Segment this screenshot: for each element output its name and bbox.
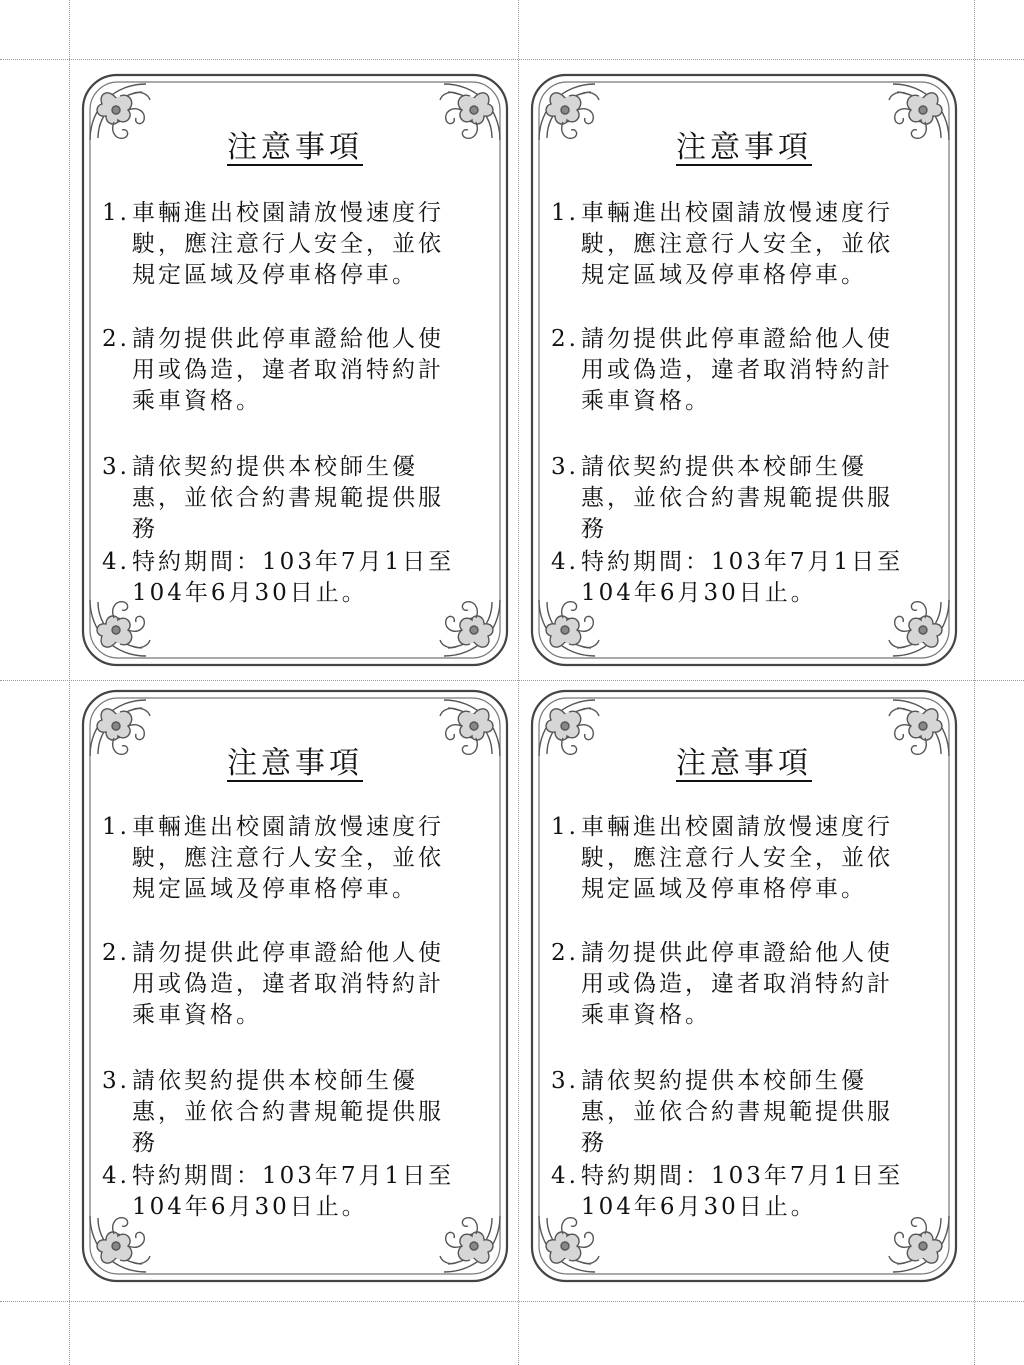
item-number: 4. bbox=[102, 1163, 130, 1189]
item-text: 特約期間：103年7月1日至104年6月30日止。 bbox=[132, 1163, 455, 1220]
notice-item bbox=[551, 324, 907, 417]
item-text: 請勿提供此停車證給他人使用或偽造，違者取消特約計乘車資格。 bbox=[581, 940, 893, 1028]
cut-guide-vertical bbox=[974, 0, 975, 1365]
item-text: 請依契約提供本校師生優惠，並依合約書規範提供服務 bbox=[581, 1068, 893, 1156]
notice-item bbox=[102, 324, 458, 417]
item-number: 2. bbox=[551, 940, 579, 966]
item-text: 車輛進出校園請放慢速度行駛，應注意行人安全，並依規定區域及停車格停車。 bbox=[132, 814, 444, 902]
item-number: 1. bbox=[102, 814, 130, 840]
item-number: 2. bbox=[551, 326, 579, 352]
item-number: 3. bbox=[551, 1068, 579, 1094]
notice-item bbox=[551, 812, 907, 905]
floral-ornament-icon bbox=[90, 1216, 150, 1272]
item-text: 車輛進出校園請放慢速度行駛，應注意行人安全，並依規定區域及停車格停車。 bbox=[581, 814, 893, 902]
card-title: 注意事項 bbox=[227, 746, 363, 781]
item-number: 3. bbox=[102, 454, 130, 480]
cut-guide-vertical bbox=[69, 0, 70, 1365]
cut-guide-horizontal bbox=[0, 59, 1024, 60]
floral-ornament-icon bbox=[889, 1216, 949, 1272]
floral-ornament-icon bbox=[440, 1216, 500, 1272]
notice-item bbox=[102, 547, 458, 609]
notice-item bbox=[102, 812, 458, 905]
item-number: 1. bbox=[551, 200, 579, 226]
notice-item bbox=[102, 452, 458, 545]
notice-item bbox=[551, 198, 907, 291]
item-text: 請勿提供此停車證給他人使用或偽造，違者取消特約計乘車資格。 bbox=[581, 326, 893, 414]
item-text: 特約期間：103年7月1日至104年6月30日止。 bbox=[581, 549, 904, 606]
item-number: 1. bbox=[551, 814, 579, 840]
item-text: 請依契約提供本校師生優惠，並依合約書規範提供服務 bbox=[132, 454, 444, 542]
notice-item bbox=[102, 1161, 458, 1223]
item-number: 4. bbox=[102, 549, 130, 575]
notice-item bbox=[102, 938, 458, 1031]
item-number: 4. bbox=[551, 549, 579, 575]
notice-item bbox=[102, 1066, 458, 1159]
item-number: 3. bbox=[551, 454, 579, 480]
notice-item bbox=[551, 452, 907, 545]
item-text: 特約期間：103年7月1日至104年6月30日止。 bbox=[132, 549, 455, 606]
item-number: 2. bbox=[102, 326, 130, 352]
item-text: 車輛進出校園請放慢速度行駛，應注意行人安全，並依規定區域及停車格停車。 bbox=[581, 200, 893, 288]
item-number: 4. bbox=[551, 1163, 579, 1189]
item-text: 車輛進出校園請放慢速度行駛，應注意行人安全，並依規定區域及停車格停車。 bbox=[132, 200, 444, 288]
item-text: 請依契約提供本校師生優惠，並依合約書規範提供服務 bbox=[132, 1068, 444, 1156]
notice-card bbox=[80, 72, 510, 668]
card-title: 注意事項 bbox=[227, 130, 363, 165]
item-text: 請勿提供此停車證給他人使用或偽造，違者取消特約計乘車資格。 bbox=[132, 326, 444, 414]
card-title: 注意事項 bbox=[676, 130, 812, 165]
notice-card bbox=[80, 688, 510, 1284]
notice-item bbox=[102, 198, 458, 291]
notice-card bbox=[529, 688, 959, 1284]
notice-card bbox=[529, 72, 959, 668]
notice-item bbox=[551, 938, 907, 1031]
item-number: 2. bbox=[102, 940, 130, 966]
item-number: 3. bbox=[102, 1068, 130, 1094]
cut-guide-horizontal bbox=[0, 680, 1024, 681]
cut-guide-vertical bbox=[518, 0, 519, 1365]
notice-item bbox=[551, 1161, 907, 1223]
floral-ornament-icon bbox=[539, 1216, 599, 1272]
notice-item bbox=[551, 547, 907, 609]
item-text: 請勿提供此停車證給他人使用或偽造，違者取消特約計乘車資格。 bbox=[132, 940, 444, 1028]
cut-guide-horizontal bbox=[0, 1301, 1024, 1302]
item-text: 特約期間：103年7月1日至104年6月30日止。 bbox=[581, 1163, 904, 1220]
item-text: 請依契約提供本校師生優惠，並依合約書規範提供服務 bbox=[581, 454, 893, 542]
notice-item bbox=[551, 1066, 907, 1159]
item-number: 1. bbox=[102, 200, 130, 226]
card-title: 注意事項 bbox=[676, 746, 812, 781]
